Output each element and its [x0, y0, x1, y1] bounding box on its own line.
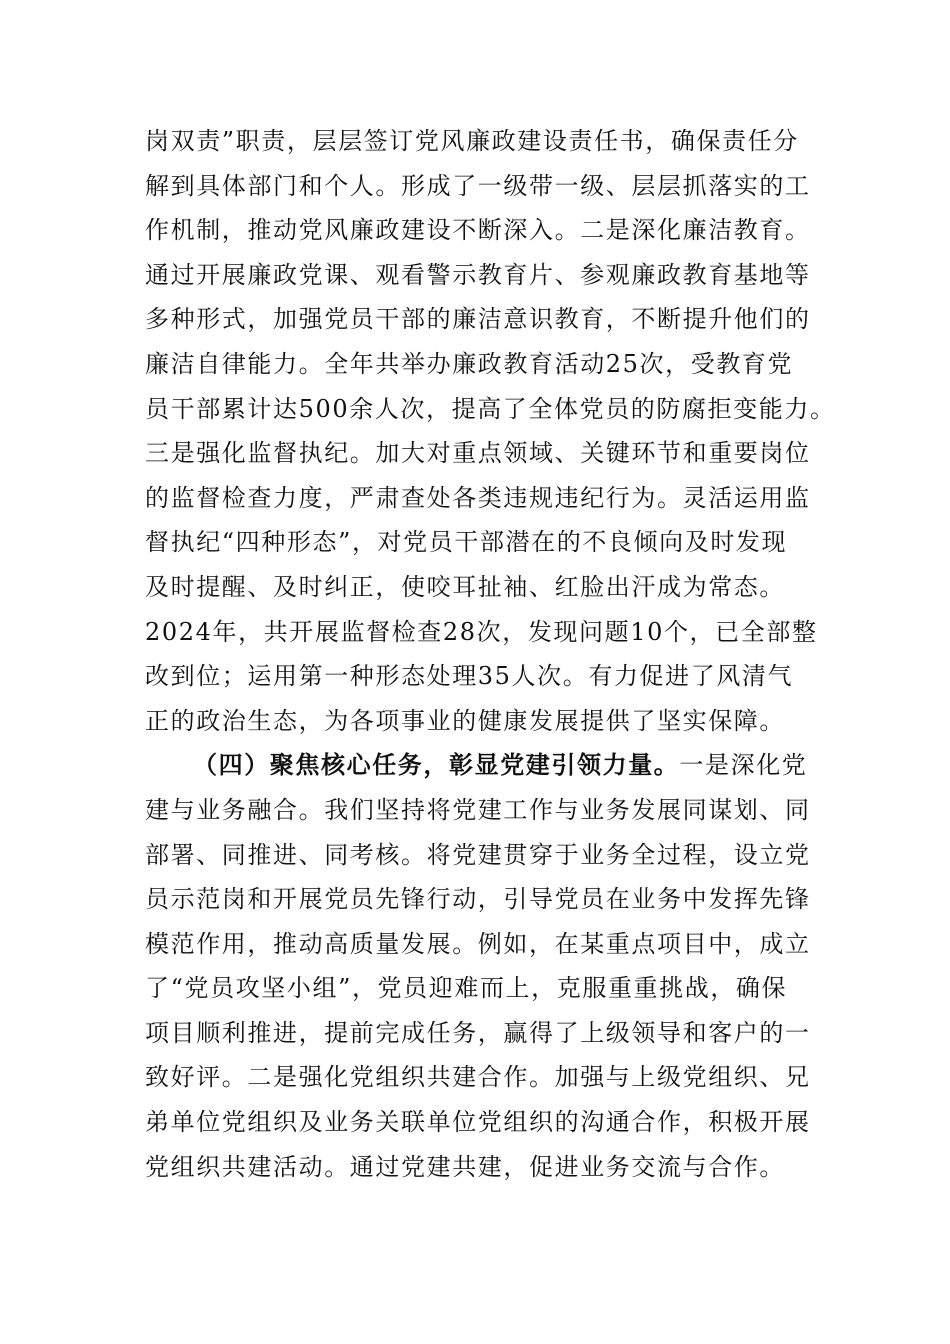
section-line-2: 部署、同推进、同考核。将党建贯穿于业务全过程，设立党 — [145, 840, 811, 869]
section-first-line — [145, 743, 825, 788]
body-line-9: 的监督检查力度，严肃查处各类违规违纪行为。灵活运用监 — [145, 483, 811, 512]
body-line-4: 通过开展廉政党课、观看警示教育片、参观廉政教育基地等 — [145, 260, 811, 289]
section-heading: （四）聚焦核心任务，彰显党建引领力量。 — [193, 750, 680, 780]
section-line-7: 致好评。二是强化党组织共建合作。加强与上级党组织、兄 — [145, 1063, 811, 1092]
body-line-3: 作机制，推动党风廉政建设不断深入。二是深化廉洁教育。 — [145, 216, 811, 245]
section-first-line-rest: 一是深化党 — [679, 751, 808, 780]
section-line-4: 模范作用，推动高质量发展。例如，在某重点项目中，成立 — [145, 929, 811, 958]
section-line-6: 项目顺利推进，提前完成任务，赢得了上级领导和客户的一 — [145, 1018, 811, 1047]
body-line-11: 及时提醒、及时纠正，使咬耳扯袖、红脸出汗成为常态。 — [145, 572, 785, 601]
section-line-3: 员示范岗和开展党员先锋行动，引导党员在业务中发挥先锋 — [145, 885, 811, 914]
body-line-5: 多种形式，加强党员干部的廉洁意识教育，不断提升他们的 — [145, 305, 811, 334]
body-line-6: 廉洁自律能力。全年共举办廉政教育活动25次，受教育党 — [145, 349, 794, 378]
body-line-14: 正的政治生态，为各项事业的健康发展提供了坚实保障。 — [145, 706, 785, 735]
body-line-13: 改到位；运用第一种形态处理35人次。有力促进了风清气 — [145, 662, 794, 691]
section-line-5: 了“党员攻坚小组”，党员迎难而上，克服重重挑战，确保 — [145, 974, 788, 1003]
body-line-10: 督执纪“四种形态”，对党员干部潜在的不良倾向及时发现 — [145, 528, 788, 557]
document-body — [145, 119, 836, 1189]
section-line-1: 建与业务融合。我们坚持将党建工作与业务发展同谋划、同 — [145, 795, 811, 824]
section-line-8: 弟单位党组织及业务关联单位党组织的沟通合作，积极开展 — [145, 1108, 811, 1137]
body-line-7: 员干部累计达500余人次，提高了全体党员的防腐拒变能力。 — [145, 394, 836, 423]
section-line-9: 党组织共建活动。通过党建共建，促进业务交流与合作。 — [145, 1152, 785, 1181]
body-line-1: 岗双责”职责，层层签订党风廉政建设责任书，确保责任分 — [145, 127, 799, 155]
body-line-12: 2024年，共开展监督检查28次，发现问题10个，已全部整 — [145, 617, 818, 646]
body-line-2: 解到具体部门和个人。形成了一级带一级、层层抓落实的工 — [145, 171, 811, 200]
body-line-8: 三是强化监督执纪。加大对重点领域、关键环节和重要岗位 — [145, 439, 811, 468]
